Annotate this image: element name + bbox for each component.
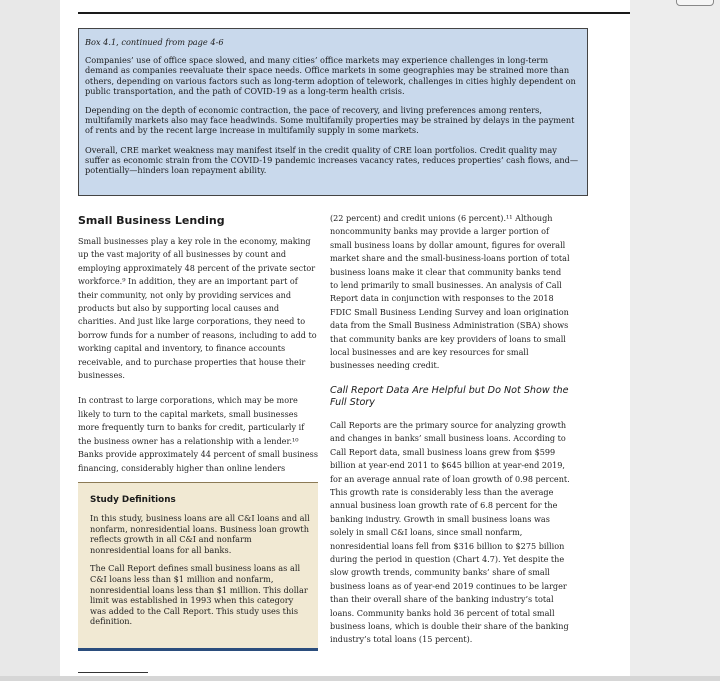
subheading: Call Report Data Are Helpful but Do Not Show the Full Story [330,384,569,408]
footnote-rule [78,672,148,673]
document-page [60,0,630,676]
body-paragraph: (22 percent) and credit unions (6 percent).¹¹ Although noncommunity banks may provide a larger portion of small business loans by dollar amount, figures for overall market share and the small-business-loans portion of total business loans make it clear that community banks tend to lend primarily to small businesses. An analysis of Call Report data in conjunction with responses to the 2018 FDIC Small Business Lending Survey and loan origination data from the Small Business Administration (SBA) shows that community banks are key providers of loans to small local businesses and are key resources for small businesses needing credit. [330,213,570,371]
body-paragraph: Call Reports are the primary source for analyzing growth and changes in banks’ small business loans. According to Call Report data, small business loans grew from $599 billion at year-end 2011 to $645 billion at year-end 2019, for an average annual rate of loan growth of 0.98 percent. This growth rate is considerably less than the average annual business loan growth rate of 6.8 percent for the banking industry. Growth in small business loans was solely in small C&I loans, since small nonfarm, nonresidential loans fell from $316 billion to $275 billion during the period in question (Chart 4.7). Yet despite the slow growth trends, community banks’ share of small business loans as of year-end 2019 continues to be larger than their overall share of the banking industry’s total loans. Community banks hold 36 percent of total small business loans, which is double their share of the banking industry’s total loans (15 percent). [330,419,570,645]
box-4-1-callout [78,28,588,196]
body-paragraph: Small businesses play a key role in the economy, making up the vast majority of all businesses by count and employing approximately 48 percent of the private sector workforce.⁹ In addition, they are an important part of their community, not only by providing services and products but also by supporting local causes and charities. And just like large corporations, they need to borrow funds for a number of reasons, including to add to working capital and inventory, to finance accounts receivable, and to purchase properties that house their businesses. [78,236,317,381]
callout-paragraph: Depending on the depth of economic contraction, the pace of recovery, and living preferences among renters, multifamily markets also may face headwinds. Some multifamily properties may be strained by delays in the payment of rents and by the recent large increase in multifamily supply in some markets. [85,105,575,136]
window-control-button[interactable] [676,0,714,6]
left-column [78,212,318,487]
page-background-right [630,0,720,681]
sidebar-paragraph: The Call Report defines small business loans as all C&I loans less than $1 million and nonfarm, nonresidential loans less than $1 million. This dollar limit was established in 1993 when this category was added to the Call Report. This study uses this definition. [90,563,308,627]
sidebar-title: Study Definitions [90,495,176,505]
bottom-scrollbar[interactable] [0,676,720,681]
sidebar-paragraph: In this study, business loans are all C&I loans and all nonfarm, nonresidential loans. Business loan growth reflects growth in all C&I and nonfarm nonresidential loans for all banks. [90,513,310,555]
section-title: Small Business Lending [78,214,225,227]
callout-paragraph: Overall, CRE market weakness may manifest itself in the credit quality of CRE loan portfolios. Credit quality may suffer as economic strain from the COVID-19 pandemic increases vacancy rates, reduces properties’ cash flows, and—potentially—hinders loan repayment ability. [85,144,579,176]
top-rule [78,12,630,14]
callout-header: Box 4.1, continued from page 4-6 [85,37,224,47]
right-column [330,212,570,659]
study-definitions-sidebar [78,482,318,650]
sidebar-bottom-rule [78,648,318,651]
callout-paragraph: Companies’ use of office space slowed, and many cities’ office markets may experience challenges in long-term demand as companies reevaluate their space needs. Office markets in some geographies may be strained more than others, depending on various factors such as long-term adoption of telework, challenges in cities highly dependent on public transportation, and the path of COVID-19 as a long-term health crisis. [85,55,576,96]
body-paragraph: In contrast to large corporations, which may be more likely to turn to the capital markets, small businesses more frequently turn to banks for credit, particularly if the business owner has a relationship with a lender.¹⁰ Banks provide approximately 44 percent of small business financing, considerably higher than online lenders [78,395,318,473]
